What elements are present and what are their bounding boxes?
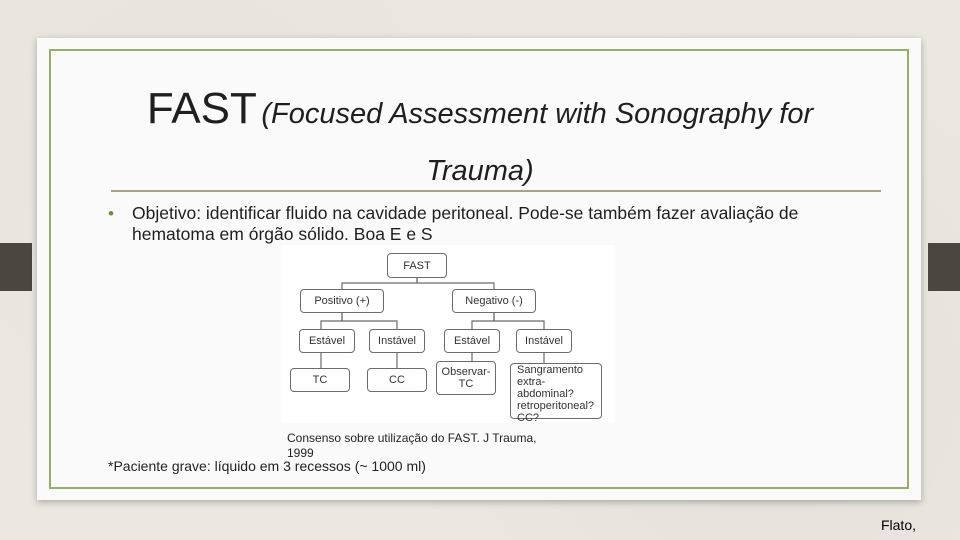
left-edge-tab [0, 243, 32, 291]
node-pos-estavel: Estável [299, 329, 355, 353]
node-positivo: Positivo (+) [300, 289, 384, 313]
figure-caption: Consenso sobre utilização do FAST. J Trauma, 1999 [287, 431, 537, 460]
node-neg-instavel: Instável [516, 329, 572, 353]
title-subtitle: (Focused Assessment with Sonography for Trauma) [261, 98, 814, 187]
bullet-item [108, 203, 808, 245]
bullet-text: Objetivo: identificar fluido na cavidade peritoneal. Pode-se também fazer avaliação de hematoma em órgão sólido. Boa E e S [132, 203, 799, 244]
flowchart-image [281, 245, 615, 423]
connector-negativo-instavel [494, 313, 544, 329]
node-tc: TC [290, 368, 350, 392]
connector-root-negativo [417, 278, 494, 289]
node-neg-estavel: Estável [444, 329, 500, 353]
node-fast: FAST [387, 253, 447, 278]
node-sangramento-line1: Sangramento [517, 364, 584, 376]
author-label: Flato, [880, 517, 916, 533]
node-sangramento-line4: CC? [517, 412, 540, 424]
node-sangramento [510, 363, 602, 424]
bullet-dot-icon: • [108, 204, 114, 223]
node-observar [436, 361, 496, 395]
title-divider [111, 190, 881, 192]
node-sangramento-line2: extra-abdominal? [517, 376, 574, 400]
node-pos-instavel: Instável [369, 329, 425, 353]
connector-positivo-instavel [342, 313, 397, 329]
right-edge-tab [928, 243, 960, 291]
connector-negativo-estavel [472, 313, 494, 329]
footnote: *Paciente grave: líquido em 3 recessos (~ 1000 ml) [108, 458, 426, 474]
node-sangramento-line3: retroperitoneal? [517, 400, 595, 412]
node-observar-line2: TC [458, 378, 474, 390]
node-observar-line1: Observar- [441, 366, 491, 378]
node-negativo: Negativo (-) [452, 289, 536, 313]
node-cc: CC [367, 368, 427, 392]
slide-title [100, 82, 860, 202]
connector-root-positivo [342, 278, 417, 289]
title-main: FAST [146, 84, 257, 133]
connector-positivo-estavel [321, 313, 342, 329]
